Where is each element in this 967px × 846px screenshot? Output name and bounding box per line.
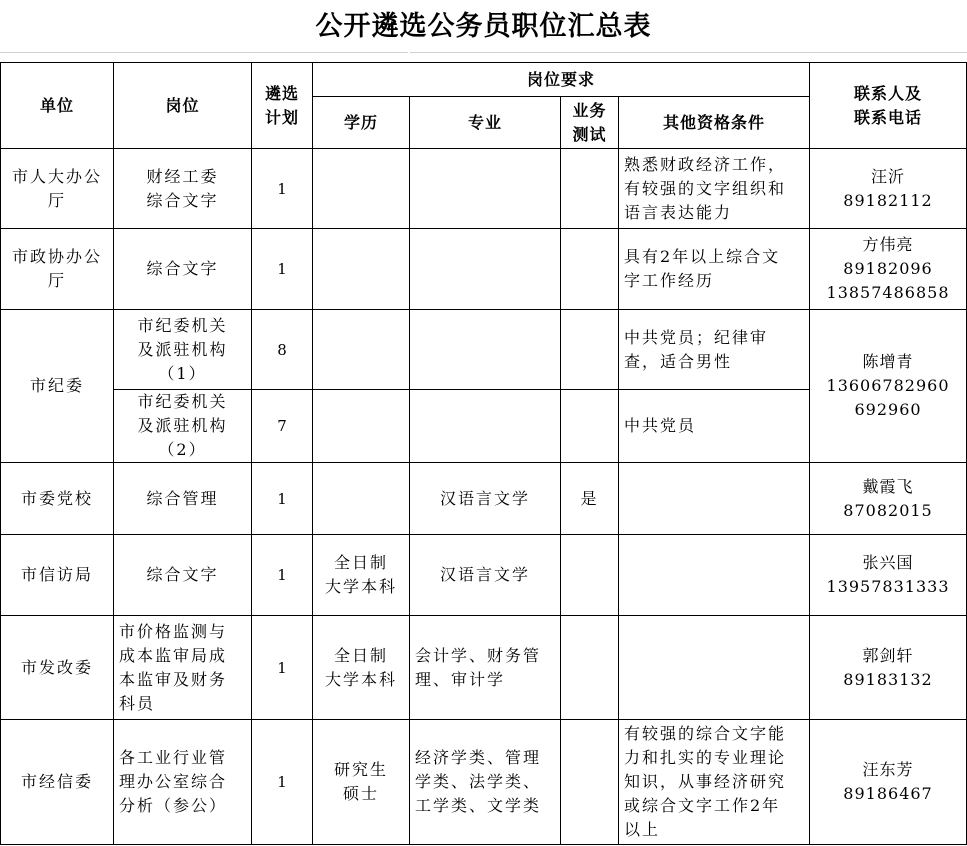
header-contact: 联系人及 联系电话 [810,63,967,149]
cell-unit: 市人大办公 厅 [1,149,114,229]
cell-plan: 1 [252,229,313,310]
table-row [1,229,967,310]
header-education: 学历 [313,97,410,149]
cell-major: 经济学类、管理 学类、法学类、 工学类、文学类 [410,720,561,845]
cell-other [619,463,810,535]
cell-major [410,229,561,310]
header-position: 岗位 [114,63,252,149]
cell-position: 市纪委机关 及派驻机构 （2） [114,390,252,463]
header-unit: 单位 [1,63,114,149]
positions-table [0,62,967,845]
title-rule-left [0,52,408,53]
header-major: 专业 [410,97,561,149]
cell-position: 各工业行业管 理办公室综合 分析（参公） [114,720,252,845]
cell-contact: 戴霞飞 87082015 [810,463,967,535]
cell-position: 市价格监测与 成本监审局成 本监审及财务 科员 [114,616,252,720]
cell-test [561,616,619,720]
cell-contact: 汪沂 89182112 [810,149,967,229]
page-title: 公开遴选公务员职位汇总表 [315,11,652,42]
cell-major [410,390,561,463]
cell-contact: 陈增青 13606782960 692960 [810,310,967,463]
cell-unit: 市信访局 [1,535,114,616]
cell-major [410,310,561,390]
cell-education: 研究生 硕士 [313,720,410,845]
cell-unit: 市发改委 [1,616,114,720]
cell-other: 中共党员 [619,390,810,463]
cell-plan: 1 [252,535,313,616]
cell-position: 综合文字 [114,535,252,616]
header-test: 业务 测试 [561,97,619,149]
cell-other: 具有2年以上综合文 字工作经历 [619,229,810,310]
title-rule-right [410,52,967,53]
cell-unit: 市委党校 [1,463,114,535]
cell-plan: 7 [252,390,313,463]
cell-education: 全日制 大学本科 [313,535,410,616]
cell-test [561,720,619,845]
cell-position: 市纪委机关 及派驻机构 （1） [114,310,252,390]
table-row [1,149,967,229]
cell-test [561,390,619,463]
cell-plan: 1 [252,616,313,720]
table-row [1,310,967,390]
cell-test [561,149,619,229]
table-row [1,463,967,535]
header-requirements: 岗位要求 [313,63,810,97]
cell-contact: 汪东芳 89186467 [810,720,967,845]
header-other: 其他资格条件 [619,97,810,149]
cell-plan: 1 [252,463,313,535]
table-row [1,616,967,720]
cell-contact: 郭剑轩 89183132 [810,616,967,720]
cell-other [619,616,810,720]
cell-education [313,310,410,390]
cell-major: 汉语言文学 [410,535,561,616]
cell-other: 中共党员；纪律审 查，适合男性 [619,310,810,390]
table-row [1,535,967,616]
cell-position: 综合管理 [114,463,252,535]
cell-major: 汉语言文学 [410,463,561,535]
cell-other: 有较强的综合文字能 力和扎实的专业理论 知识，从事经济研究 或综合文字工作2年 以上 [619,720,810,845]
table-row [1,720,967,845]
cell-unit: 市纪委 [1,310,114,463]
cell-plan: 8 [252,310,313,390]
cell-test [561,310,619,390]
cell-education [313,390,410,463]
cell-education [313,149,410,229]
cell-plan: 1 [252,720,313,845]
cell-test [561,535,619,616]
cell-unit: 市经信委 [1,720,114,845]
cell-contact: 方伟亮 89182096 13857486858 [810,229,967,310]
cell-position: 财经工委 综合文字 [114,149,252,229]
cell-other: 熟悉财政经济工作， 有较强的文字组织和 语言表达能力 [619,149,810,229]
cell-other [619,535,810,616]
cell-test: 是 [561,463,619,535]
cell-plan: 1 [252,149,313,229]
header-plan: 遴选 计划 [252,63,313,149]
cell-major [410,149,561,229]
cell-contact: 张兴国 13957831333 [810,535,967,616]
cell-education: 全日制 大学本科 [313,616,410,720]
cell-position: 综合文字 [114,229,252,310]
cell-education [313,463,410,535]
cell-major: 会计学、财务管 理、审计学 [410,616,561,720]
cell-education [313,229,410,310]
cell-test [561,229,619,310]
cell-unit: 市政协办公 厅 [1,229,114,310]
